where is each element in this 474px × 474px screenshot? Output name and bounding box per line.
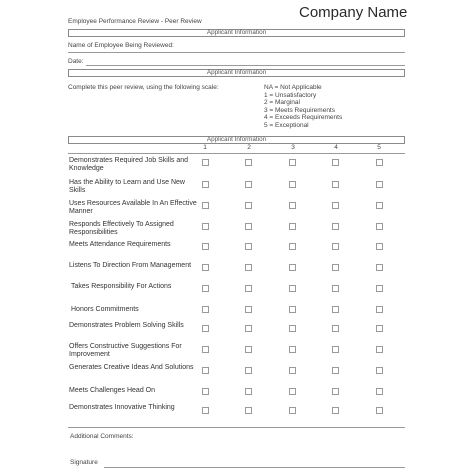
date-label: Date: [68,58,84,65]
criterion-label: Listens To Direction From Management [69,262,192,269]
rating-checkbox[interactable] [245,181,252,188]
rating-checkbox[interactable] [245,388,252,395]
rating-checkbox[interactable] [289,202,296,209]
rating-checkbox[interactable] [245,346,252,353]
scale-item: NA = Not Applicable [264,84,322,91]
rating-checkbox[interactable] [202,285,209,292]
section-header-applicant-information: Applicant Information [68,136,405,144]
criterion-label: Meets Challenges Head On [69,387,155,394]
rating-checkbox[interactable] [289,264,296,271]
rating-checkbox[interactable] [332,264,339,271]
rating-checkbox[interactable] [332,285,339,292]
rating-checkbox[interactable] [289,346,296,353]
rating-checkbox[interactable] [376,223,383,230]
rating-checkbox[interactable] [376,346,383,353]
company-name: Company Name [299,4,408,21]
rating-checkbox[interactable] [245,223,252,230]
rating-checkbox[interactable] [332,306,339,313]
criterion-label: Honors Commitments [71,306,139,313]
additional-comments-label: Additional Comments: [70,433,134,440]
criterion-label: Responds Effectively To Assigned Responsibilities [69,221,174,236]
rating-checkbox[interactable] [202,264,209,271]
rating-checkbox[interactable] [376,407,383,414]
scale-item: 1 = Unsatisfactory [264,91,317,99]
rating-column-header: 5 [377,144,381,151]
rating-checkbox[interactable] [202,388,209,395]
rating-checkbox[interactable] [376,159,383,166]
criterion-label: Generates Creative Ideas And Solutions [69,364,194,371]
rating-checkbox[interactable] [376,285,383,292]
rating-column-header: 3 [291,144,295,151]
rating-checkbox[interactable] [289,388,296,395]
scale-item: 5 = Exceptional [264,121,309,129]
date-field[interactable] [86,65,405,66]
table-header-divider [68,153,405,154]
rating-column-header: 4 [334,144,338,151]
rating-checkbox[interactable] [289,223,296,230]
rating-checkbox[interactable] [376,306,383,313]
criterion-label: Offers Constructive Suggestions For Improvement [69,343,182,358]
rating-checkbox[interactable] [332,388,339,395]
rating-checkbox[interactable] [289,243,296,250]
rating-checkbox[interactable] [245,243,252,250]
rating-checkbox[interactable] [245,367,252,374]
rating-checkbox[interactable] [245,285,252,292]
rating-checkbox[interactable] [202,202,209,209]
rating-checkbox[interactable] [202,243,209,250]
table-bottom-divider [68,427,405,428]
criterion-label: Meets Attendance Requirements [69,241,171,248]
scale-item: 3 = Meets Requirements [264,106,335,114]
criterion-label: Uses Resources Available In An Effective Manner [69,200,197,215]
rating-checkbox[interactable] [289,325,296,332]
rating-checkbox[interactable] [202,181,209,188]
rating-checkbox[interactable] [245,264,252,271]
rating-column-header: 2 [247,144,251,151]
rating-checkbox[interactable] [289,306,296,313]
rating-checkbox[interactable] [332,181,339,188]
rating-checkbox[interactable] [332,159,339,166]
criterion-label: Demonstrates Innovative Thinking [69,404,175,411]
rating-checkbox[interactable] [202,346,209,353]
criterion-label: Demonstrates Required Job Skills and Knowledge [69,157,189,172]
rating-checkbox[interactable] [202,407,209,414]
rating-checkbox[interactable] [376,367,383,374]
rating-checkbox[interactable] [332,367,339,374]
rating-checkbox[interactable] [202,367,209,374]
criterion-label: Demonstrates Problem Solving Skills [69,322,184,329]
rating-checkbox[interactable] [202,223,209,230]
rating-checkbox[interactable] [332,407,339,414]
section-header-applicant-information: Applicant Information [68,69,405,77]
additional-comments-field[interactable] [68,442,405,456]
rating-checkbox[interactable] [245,325,252,332]
scale-item: 2 = Marginal [264,99,300,106]
employee-name-label: Name of Employee Being Reviewed: [68,42,174,49]
criterion-label: Has the Ability to Learn and Use New Skills [69,179,185,194]
rating-checkbox[interactable] [245,306,252,313]
rating-checkbox[interactable] [289,367,296,374]
rating-checkbox[interactable] [245,202,252,209]
rating-checkbox[interactable] [376,388,383,395]
rating-checkbox[interactable] [202,325,209,332]
rating-checkbox[interactable] [376,181,383,188]
rating-checkbox[interactable] [289,181,296,188]
scale-instructions: Complete this peer review, using the following scale: [68,84,219,91]
rating-checkbox[interactable] [289,159,296,166]
signature-field[interactable] [104,467,405,468]
rating-checkbox[interactable] [332,223,339,230]
rating-checkbox[interactable] [332,346,339,353]
form-title: Employee Performance Review - Peer Review [68,18,202,25]
rating-checkbox[interactable] [376,264,383,271]
rating-checkbox[interactable] [245,407,252,414]
rating-checkbox[interactable] [289,407,296,414]
rating-checkbox[interactable] [202,306,209,313]
rating-checkbox[interactable] [376,243,383,250]
scale-item: 4 = Exceeds Requirements [264,114,343,121]
rating-checkbox[interactable] [245,159,252,166]
rating-checkbox[interactable] [202,159,209,166]
rating-checkbox[interactable] [332,243,339,250]
rating-checkbox[interactable] [376,325,383,332]
signature-label: Signature [70,459,98,466]
rating-checkbox[interactable] [332,202,339,209]
rating-scale-legend [264,84,342,129]
criterion-label: Takes Responsibility For Actions [71,283,172,290]
rating-checkbox[interactable] [376,202,383,209]
section-header-applicant-information: Applicant Information [68,29,405,37]
employee-name-field[interactable] [68,52,405,53]
rating-column-header: 1 [203,144,207,151]
rating-checkbox[interactable] [289,285,296,292]
rating-checkbox[interactable] [332,325,339,332]
